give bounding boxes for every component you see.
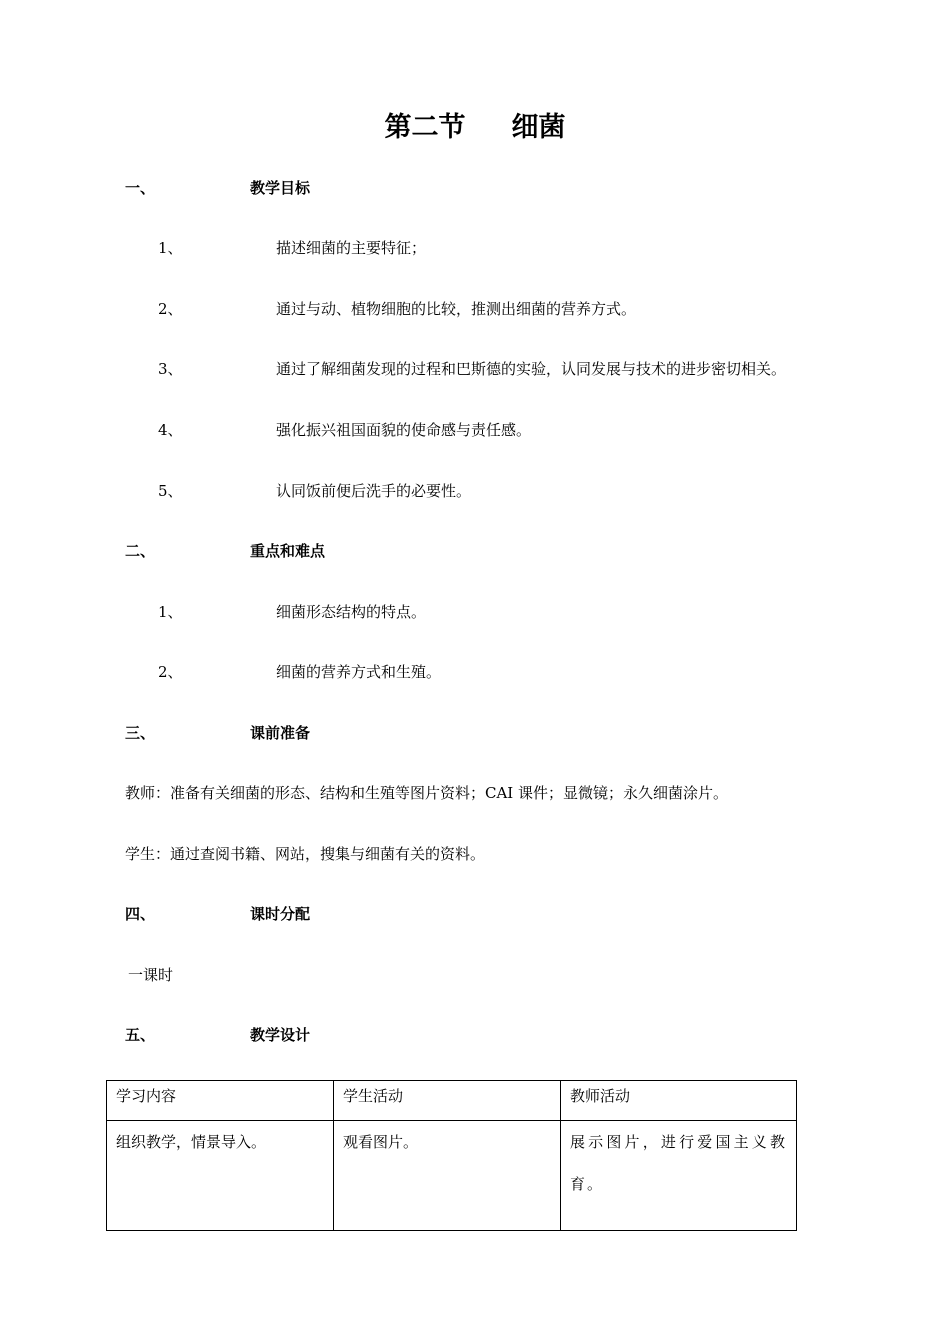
item-text: 通过与动、植物细胞的比较，推测出细菌的营养方式。: [276, 300, 637, 318]
table-cell: 展示图片，进行爱国主义教育。: [561, 1121, 797, 1231]
table-header-cell: 学习内容: [107, 1081, 334, 1121]
table-cell: 观看图片。: [334, 1121, 561, 1231]
section-title: 课时分配: [250, 905, 311, 923]
table-row: [107, 1121, 797, 1231]
item-text: 细菌的营养方式和生殖。: [276, 663, 442, 681]
item-number: 1、: [158, 239, 183, 257]
section-title: 重点和难点: [250, 542, 326, 560]
section-number: 三、: [125, 724, 156, 742]
section-title: 教学设计: [250, 1026, 311, 1044]
table-header-row: [107, 1081, 797, 1121]
item-text: 细菌形态结构的特点。: [276, 603, 427, 621]
item-text: 认同饭前便后洗手的必要性。: [276, 482, 472, 500]
item-text: 强化振兴祖国面貌的使命感与责任感。: [276, 421, 532, 439]
item-number: 4、: [158, 421, 183, 439]
paragraph-text: 教师：准备有关细菌的形态、结构和生殖等图片资料；CAI 课件；显微镜；永久细菌涂片。: [125, 784, 729, 802]
item-number: 5、: [158, 482, 183, 500]
table-header-cell: 教师活动: [561, 1081, 797, 1121]
section-title: 课前准备: [250, 724, 311, 742]
section-number: 五、: [125, 1026, 156, 1044]
item-text: 描述细菌的主要特征；: [276, 239, 427, 257]
page-title: [0, 108, 950, 148]
title-part-1: 第二节: [384, 112, 466, 143]
section-title: 教学目标: [250, 179, 311, 197]
paragraph-text: 学生：通过查阅书籍、网站，搜集与细菌有关的资料。: [125, 845, 486, 863]
item-number: 1、: [158, 603, 183, 621]
teaching-design-table: [106, 1080, 797, 1231]
section-number: 二、: [125, 542, 156, 560]
table-header-cell: 学生活动: [334, 1081, 561, 1121]
table-cell: 组织教学，情景导入。: [107, 1121, 334, 1231]
paragraph-text: 一课时: [128, 966, 174, 984]
section-number: 一、: [125, 179, 156, 197]
title-part-2: 细菌: [511, 112, 566, 143]
item-text: 通过了解细菌发现的过程和巴斯德的实验，认同发展与技术的进步密切相关。: [276, 360, 787, 378]
item-number: 3、: [158, 360, 183, 378]
section-number: 四、: [125, 905, 156, 923]
item-number: 2、: [158, 300, 183, 318]
item-number: 2、: [158, 663, 183, 681]
